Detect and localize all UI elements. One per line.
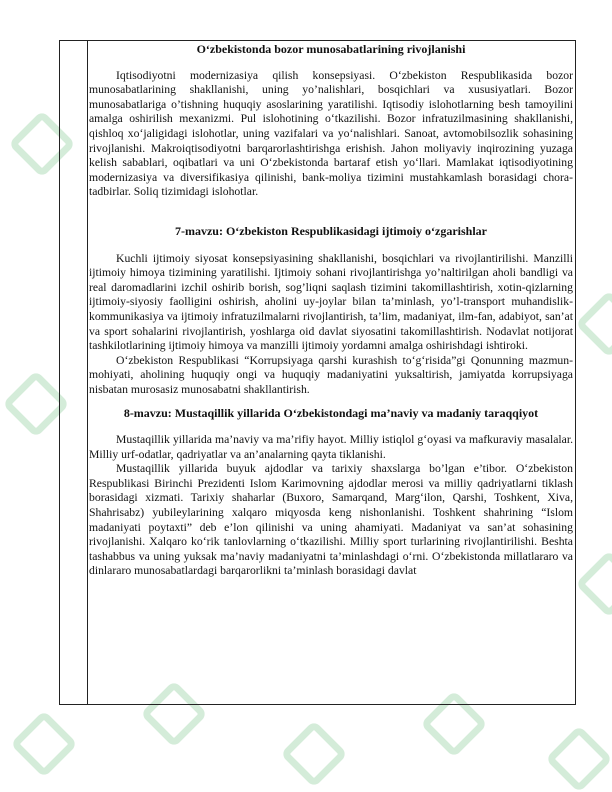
section-paragraph: Mustaqillik yillarida ma’naviy va ma’rifiy hayot. Milliy istiqlol g‘oyasi va mafkuraviy masalalar. Milliy urf-odatlar, qadriyatlar va an’analarning qayta tiklanishi.: [89, 433, 573, 461]
section-paragraph: O‘zbekiston Respublikasi “Korrupsiyaga qarshi kurashish to‘g‘risida”gi Qonunning mazmun-mohiyati, aholining huquqiy ongi va huquqiy madaniyatini yuksaltirish, jamiyatda korrupsiyaga nisbatan murosasiz munosabatni shakllantirish.: [89, 353, 573, 396]
watermark-mark: [545, 725, 612, 792]
section-heading: 8-mavzu: Mustaqillik yillarida O‘zbekistondagi ma’naviy va madaniy taraqqiyot: [123, 406, 539, 421]
watermark-mark: [575, 290, 612, 358]
section-paragraph: Kuchli ijtimoiy siyosat konsepsiyasining shakllanishi, bosqichlari va rivojlantirilishi. Manzilli ijtimoiy himoya tizimining yaratilishi. Ijtimoiy sohani rivojlantirishga yo’naltirilgan aholi bandligi va real daromadlarini izchil oshirib borish, sog’liqni saqlash tizimini takomillashtirish, xotin-qizlarning ijtimoiy-siyosiy faolligini oshirish, aholini uy-joylar bilan ta’minlash, yo’l-transport muhandislik-kommunikasiya va ijtimoiy infratuzilmalarni rivojlantirish, ta’lim, madaniyat, ilm-fan, adabiyot, san’at va sport sohalarini rivojlantirish, yoshlarga oid davlat siyosatini takomillashtirish. Nodavlat notijorat tashkilotlarining ijtimoiy himoya va manzilli ijtimoiy yordamni amalga oshirishdagi ishtiroki.: [89, 251, 573, 353]
watermark-mark: [280, 720, 348, 788]
watermark-mark: [575, 550, 612, 618]
document-content: [89, 42, 573, 579]
section-paragraph: Iqtisodiyotni modernizasiya qilish konsepsiyasi. O‘zbekiston Respublikasida bozor munosabatlarining shakllanishi, uning yo’nalishlari, bosqichlari va xususiyatlari. Bozor munosabatlariga o’tishning huquqiy asoslarining yaratilishi. Iqtisodiy islohotlarning besh tamoyilini amalga oshirilish mexanizmi. Pul islohotining o‘tkazilishi. Bozor infratuzilmasining shakllanishi, qishloq xo‘jaligidagi islohotlar, uning vazifalari va yo‘nalishlari. Sanoat, avtomobilsozlik sohasining rivojlanishi. Makroiqtisodiyotni barqarorlashtirishga erishish. Jahon moliyaviy inqirozining yuzaga kelish sabablari, oqibatlari va uni O‘zbekistonda bartaraf etish yo‘llari. Mamlakat iqtisodiyotining modernizasiya va diversifikasiya qilinishi, bank-moliya tizimini mustahkamlash borasidagi chora-tadbirlar. Soliq tizimidagi islohotlar.: [89, 68, 573, 199]
watermark-mark: [10, 710, 78, 778]
table-column-divider: [87, 40, 88, 705]
section-heading: O‘zbekistonda bozor munosabatlarining rivojlanishi: [196, 42, 466, 56]
section-heading: 7-mavzu: O‘zbekiston Respublikasidagi ijtimoiy o‘zgarishlar: [174, 223, 487, 238]
section-paragraph: Mustaqillik yillarida buyuk ajdodlar va tarixiy shaxslarga bo’lgan e’tibor. O‘zbekiston Respublikasi Birinchi Prezidenti Islom Karimovning ajdodlar merosi va milliy qadriyatlarni tiklash borasidagi xizmati. Tarixiy shaharlar (Buxoro, Samarqand, Marg‘ilon, Qarshi, Toshkent, Xiva, Shahrisabz) yubileylarining xalqaro miqyosda keng nishonlanishi. Toshkent shahrining “Islom madaniyati poytaxti” deb e’lon qilinishi va uning ahamiyati. Madaniyat va san’at sohasining rivojlanishi. Xalqaro ko‘rik tanlovlarning o‘tkazilishi. Milliy sport turlarining rivojlantirilishi. Beshta tashabbus va uning yuksak ma’naviy madaniyatni ta’minlashdagi o‘rni. O‘zbekistonda millatlararo va dinlararo munosabatlardagi barqarorlikni ta’minlash borasidagi davlat: [89, 462, 573, 578]
